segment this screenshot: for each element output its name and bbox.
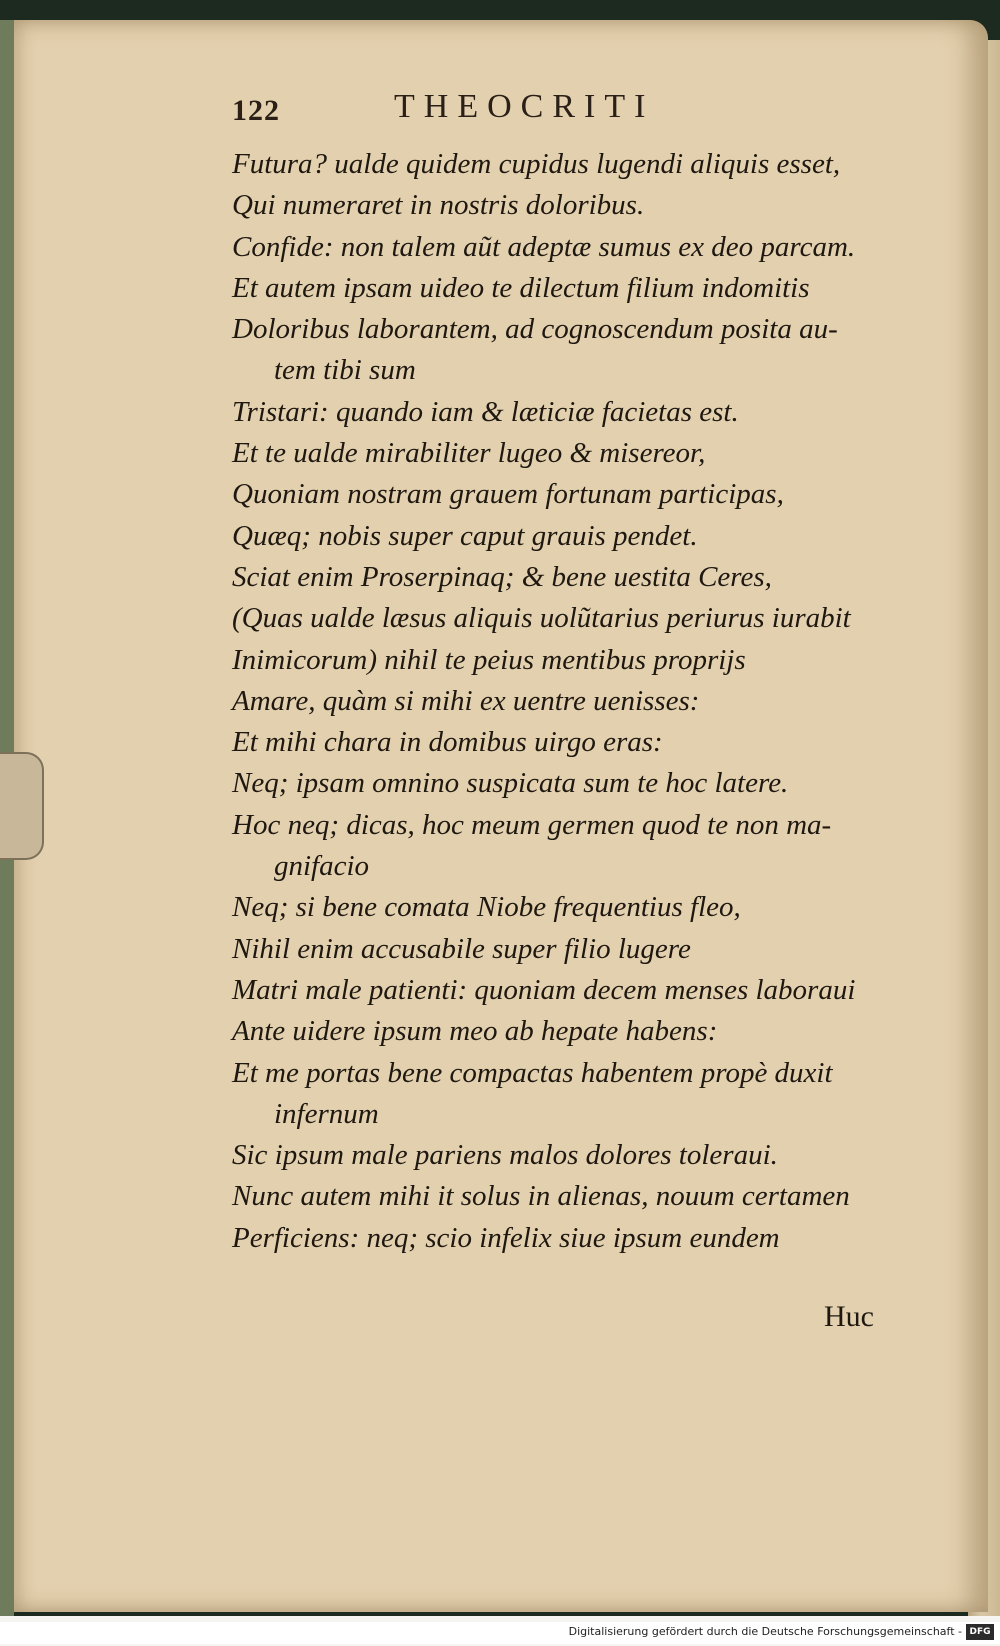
verse-line: Hoc neq; dicas, hoc meum germen quod te non ma- bbox=[232, 808, 832, 841]
verse-line: (Quas ualde læsus aliquis uolũtarius periurus iurabit bbox=[232, 602, 851, 635]
verse-line: Perficiens: neq; scio infelix siue ipsum eundem bbox=[232, 1221, 780, 1254]
verse-block bbox=[232, 144, 912, 1259]
verse-line: Et autem ipsam uideo te dilectum filium indomitis bbox=[232, 271, 810, 304]
verse-line: Confide: non talem aũt adeptæ sumus ex deo parcam. bbox=[232, 230, 856, 263]
dfg-logo: DFG bbox=[966, 1624, 994, 1640]
funding-credit: Digitalisierung gefördert durch die Deutsche Forschungsgemeinschaft - bbox=[568, 1625, 962, 1638]
verse-line: Neq; ipsam omnino suspicata sum te hoc latere. bbox=[232, 767, 789, 800]
verse-line: Doloribus laborantem, ad cognoscendum posita au- bbox=[232, 313, 838, 346]
catchword: Huc bbox=[824, 1300, 874, 1333]
verse-line: Inimicorum) nihil te peius mentibus proprijs bbox=[232, 643, 746, 676]
verse-line: Quæq; nobis super caput grauis pendet. bbox=[232, 519, 698, 552]
page-clip bbox=[0, 752, 44, 860]
verse-line: Nunc autem mihi it solus in alienas, nouum certamen bbox=[232, 1180, 850, 1213]
digitization-footer bbox=[0, 1622, 1000, 1644]
verse-line: Sic ipsum male pariens malos dolores toleraui. bbox=[232, 1139, 778, 1172]
verse-line: Qui numeraret in nostris doloribus. bbox=[232, 189, 645, 222]
verse-line: Quoniam nostram grauem fortunam participas, bbox=[232, 478, 784, 511]
verse-line: Ante uidere ipsum meo ab hepate habens: bbox=[232, 1015, 718, 1048]
verse-line: Neq; si bene comata Niobe frequentius fleo, bbox=[232, 891, 741, 924]
verse-line: Matri male patienti: quoniam decem menses laboraui bbox=[232, 973, 856, 1006]
verse-line: Futura? ualde quidem cupidus lugendi aliquis esset, bbox=[232, 148, 841, 180]
running-head: THEOCRITI bbox=[394, 88, 655, 125]
verse-line: Nihil enim accusabile super filio lugere bbox=[232, 932, 691, 965]
verse-line: tem tibi sum bbox=[274, 354, 416, 387]
verse-line: Sciat enim Proserpinaq; & bene uestita Ceres, bbox=[232, 560, 772, 593]
verse-line: Amare, quàm si mihi ex uentre uenisses: bbox=[232, 684, 700, 717]
verse-line: Et mihi chara in domibus uirgo eras: bbox=[232, 726, 663, 759]
verse-line: Et me portas bene compactas habentem propè duxit bbox=[232, 1056, 833, 1089]
verse-line: Tristari: quando iam & læticiæ facietas est. bbox=[232, 395, 739, 428]
verse-line: infernum bbox=[274, 1097, 379, 1130]
page-header bbox=[232, 88, 852, 134]
verse-line: Et te ualde mirabiliter lugeo & misereor, bbox=[232, 437, 706, 470]
page-number: 122 bbox=[232, 94, 280, 127]
verse-line: gnifacio bbox=[274, 850, 370, 883]
